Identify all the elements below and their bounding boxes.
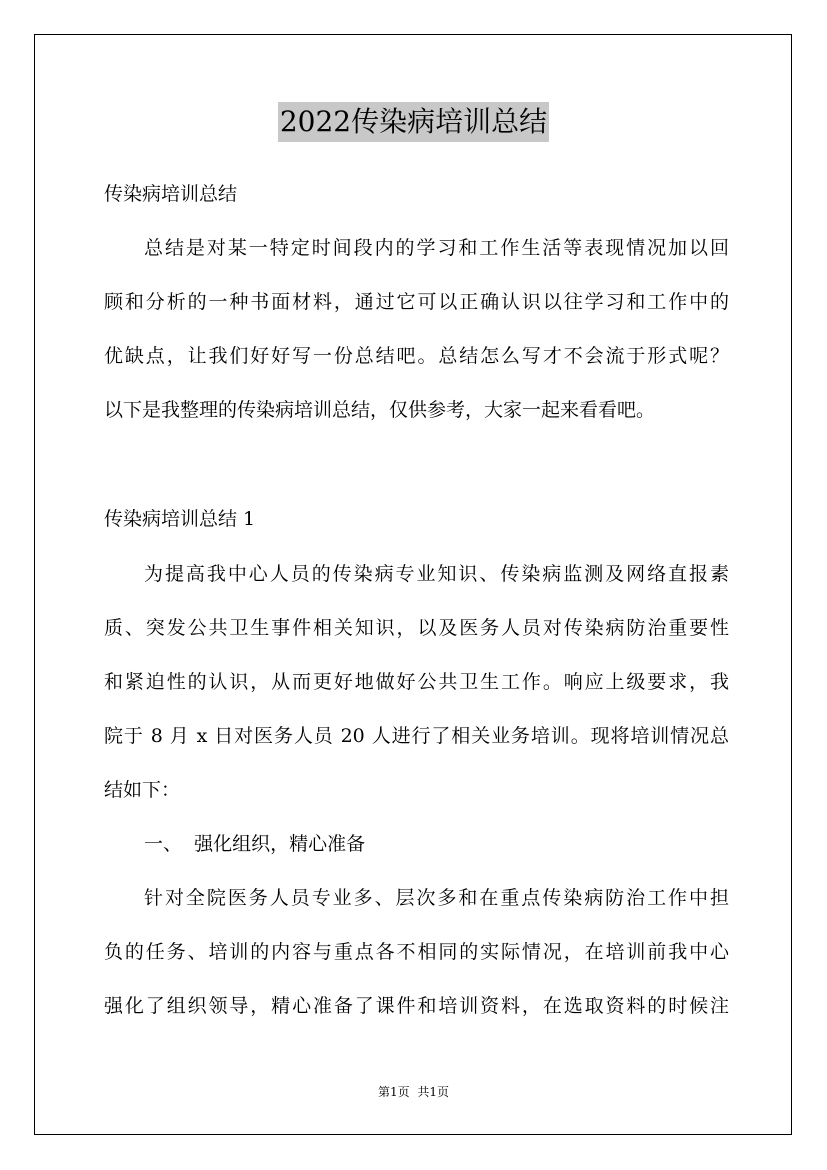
paragraph-line: 针对全院医务人员专业多、层次多和在重点传染病防治工作中担 <box>144 887 729 909</box>
page-total: 共1页 <box>417 1085 450 1099</box>
intro-line: 总结是对某一特定时间段内的学习和工作生活等表现情况加以回 <box>144 237 729 259</box>
paragraph-line: 结如下： <box>104 779 181 801</box>
title-container <box>0 102 827 142</box>
intro-line: 以下是我整理的传染病培训总结，仅供参考，大家一起来看看吧。 <box>104 399 656 421</box>
paragraph-line: 强化了组织领导，精心准备了课件和培训资料，在选取资料的时候注 <box>104 995 729 1017</box>
intro-line: 顾和分析的一种书面材料，通过它可以正确认识以往学习和工作中的 <box>104 291 729 313</box>
document-heading: 传染病培训总结 <box>104 183 238 205</box>
paragraph-line: 院于 8 月 x 日对医务人员 20 人进行了相关业务培训。现将培训情况总 <box>104 725 729 747</box>
page-footer <box>0 1083 827 1100</box>
document-title: 2022传染病培训总结 <box>278 102 549 142</box>
subheading: 一、 强化组织，精心准备 <box>144 833 366 855</box>
page-number: 第1页 <box>377 1085 410 1099</box>
paragraph-line: 为提高我中心人员的传染病专业知识、传染病监测及网络直报素 <box>144 563 729 585</box>
paragraph-line: 和紧迫性的认识，从而更好地做好公共卫生工作。响应上级要求，我 <box>104 671 729 693</box>
intro-line: 优缺点，让我们好好写一份总结吧。总结怎么写才不会流于形式呢？ <box>104 345 729 367</box>
paragraph-line: 质、突发公共卫生事件相关知识，以及医务人员对传染病防治重要性 <box>104 617 729 639</box>
paragraph-line: 负的任务、培训的内容与重点各不相同的实际情况，在培训前我中心 <box>104 941 729 963</box>
section-heading: 传染病培训总结 1 <box>104 508 256 530</box>
